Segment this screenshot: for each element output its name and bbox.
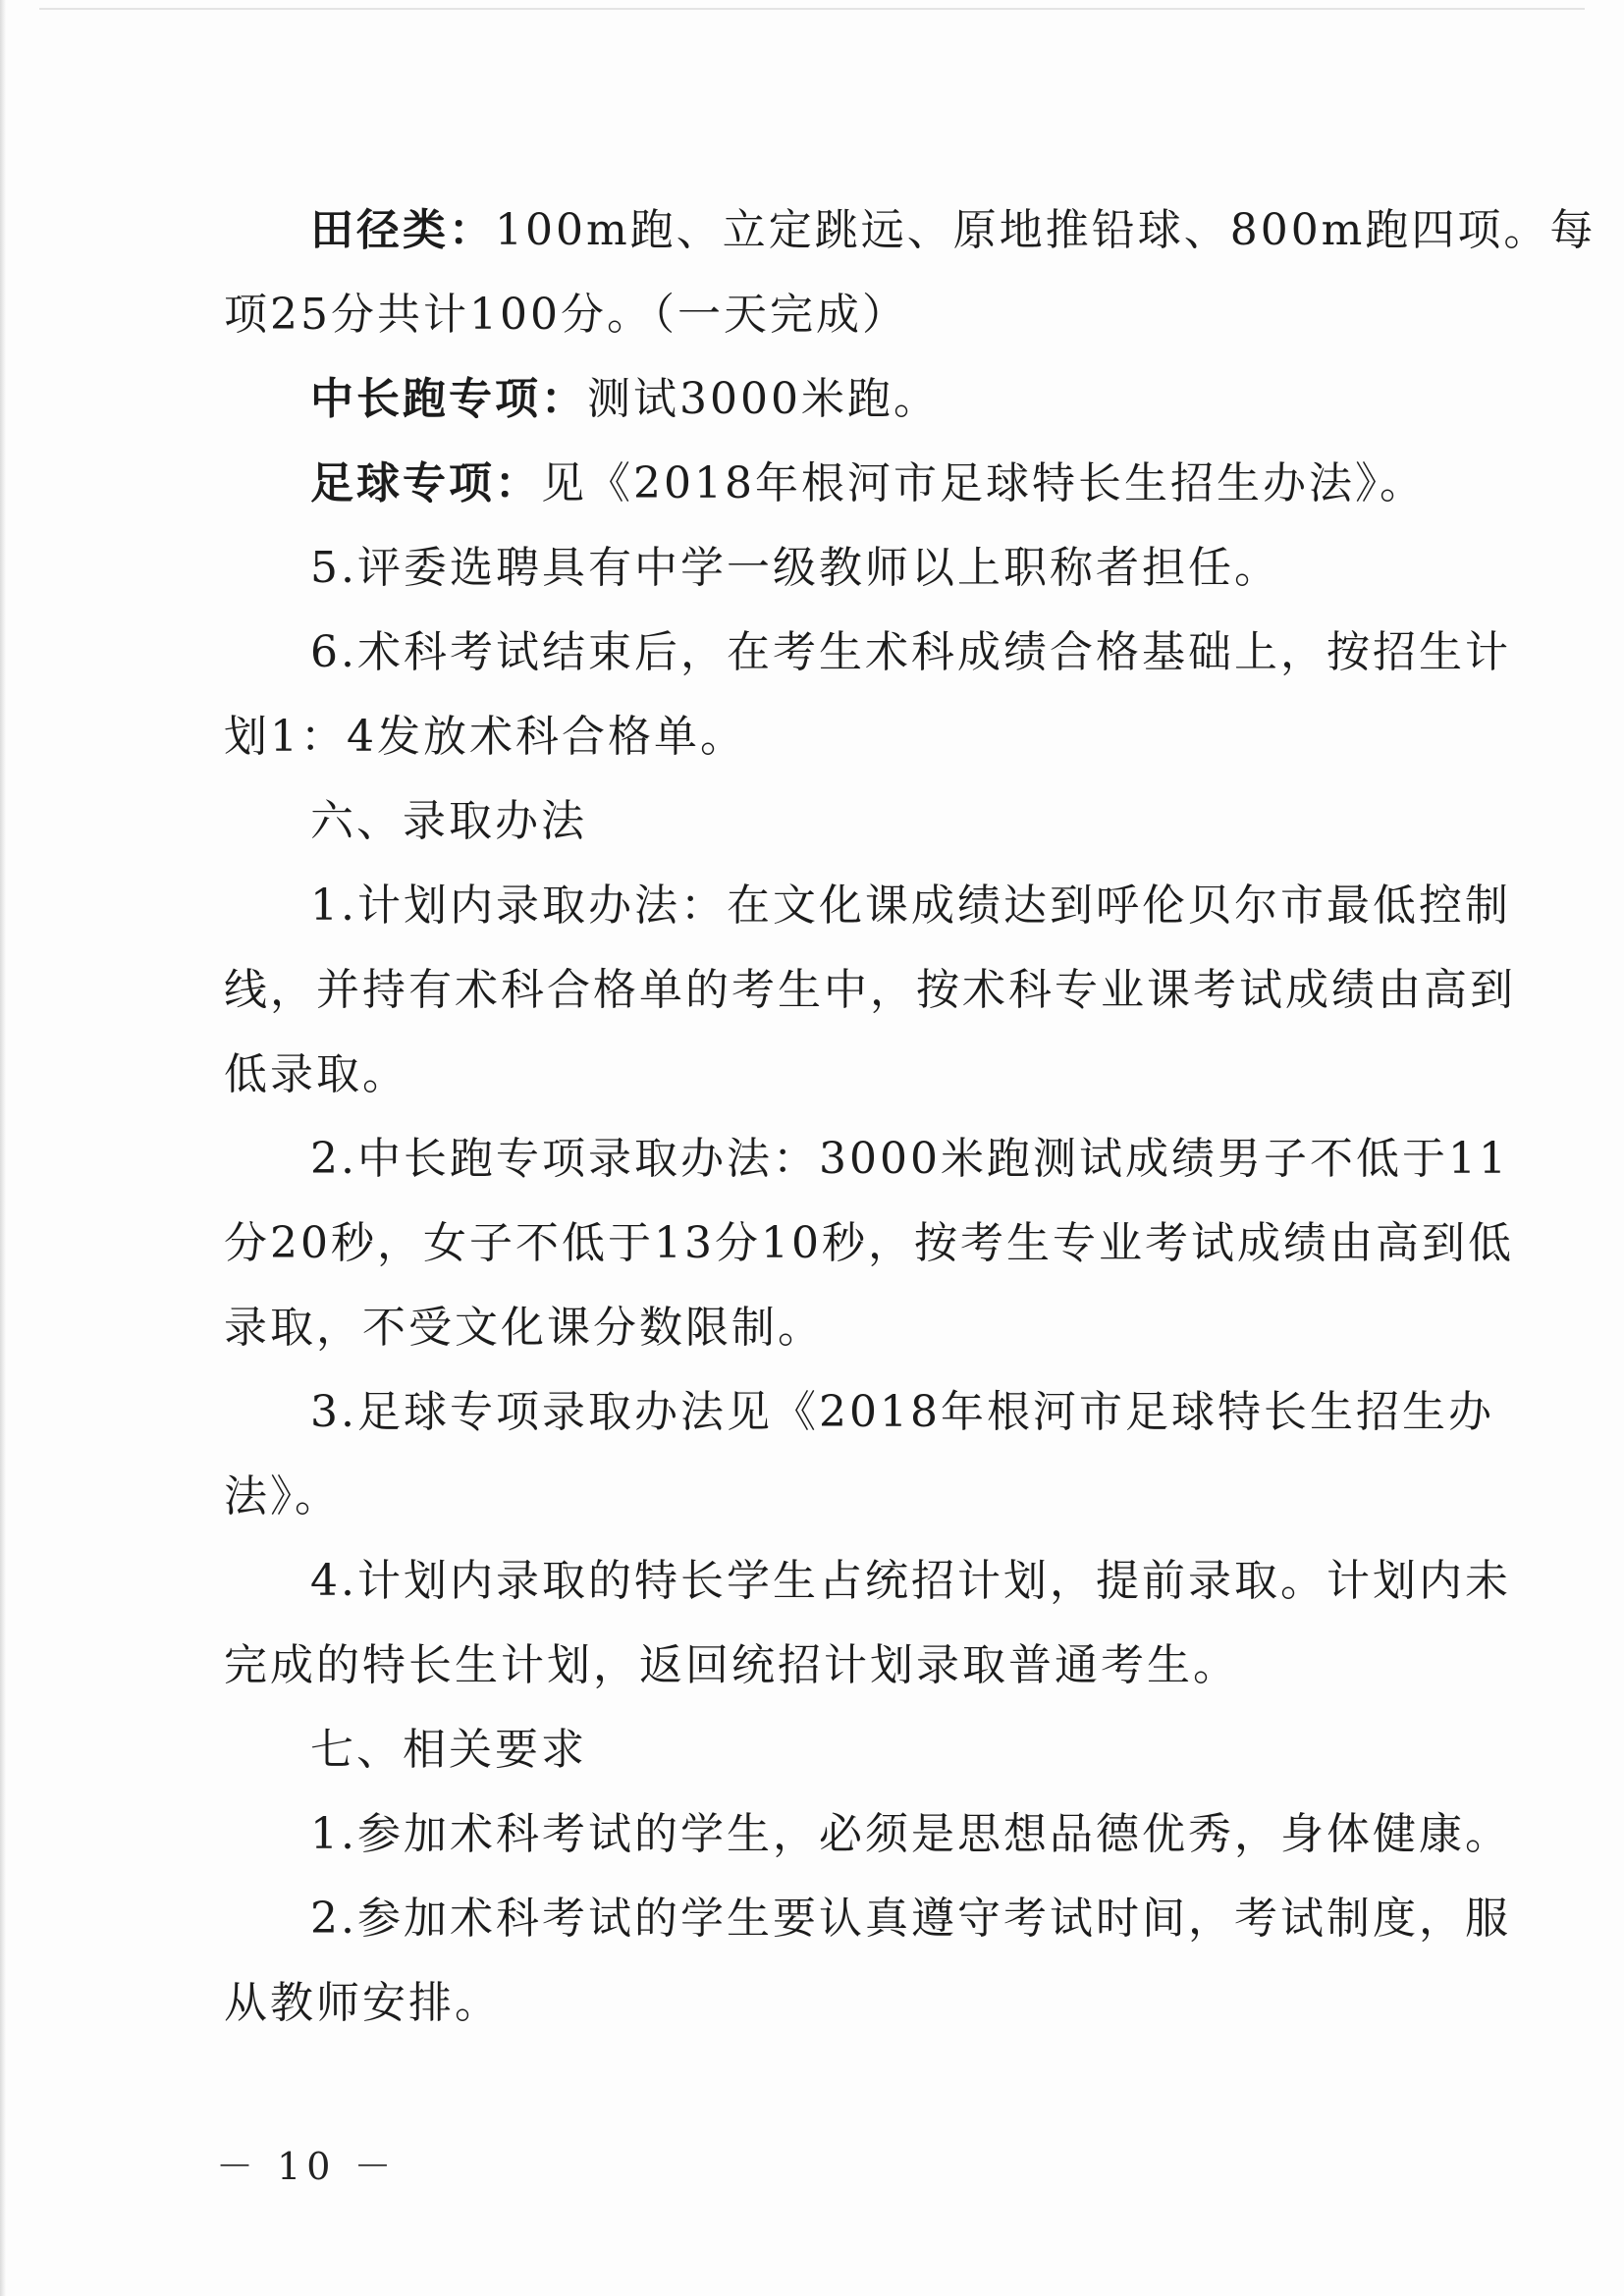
- paragraph-line: 4.计划内录取的特长学生占统招计划，提前录取。计划内未: [310, 1556, 1511, 1606]
- line-text: 测试3000米跑。: [587, 374, 940, 424]
- term-middle-long-run: 中长跑专项：: [310, 374, 587, 424]
- paragraph-line: 项25分共计100分。（一天完成）: [224, 290, 908, 340]
- paragraph-line: 线，并持有术科合格单的考生中，按术科专业课考试成绩由高到: [224, 965, 1516, 1015]
- paragraph-line: 录取，不受文化课分数限制。: [224, 1303, 824, 1353]
- paragraph-line: 1.参加术科考试的学生，必须是思想品德优秀，身体健康。: [310, 1809, 1511, 1859]
- line-text: 100m跑、立定跳远、原地推铅球、800m跑四项。每: [495, 205, 1597, 255]
- paragraph-line: 完成的特长生计划，返回统招计划录取普通考生。: [224, 1640, 1239, 1690]
- scan-top-edge: [39, 8, 1585, 10]
- line-text: 见《2018年根河市足球特长生招生办法》。: [541, 458, 1426, 508]
- paragraph-line: 分20秒，女子不低于13分10秒，按考生专业考试成绩由高到低: [224, 1218, 1514, 1268]
- paragraph-line: 划1：4发放术科合格单。: [224, 712, 746, 762]
- section-heading-admission: 六、录取办法: [310, 796, 587, 846]
- scan-left-shadow: [0, 0, 6, 2296]
- paragraph-line: 3.足球专项录取办法见《2018年根河市足球特长生招生办: [310, 1387, 1494, 1437]
- paragraph-line: 5.评委选聘具有中学一级教师以上职称者担任。: [310, 543, 1280, 593]
- term-track-field: 田径类：: [310, 205, 495, 255]
- paragraph-line: 6.术科考试结束后，在考生术科成绩合格基础上，按招生计: [310, 627, 1511, 677]
- section-heading-requirements: 七、相关要求: [310, 1725, 587, 1775]
- paragraph-line: 2.参加术科考试的学生要认真遵守考试时间，考试制度，服: [310, 1894, 1511, 1944]
- paragraph-line: 从教师安排。: [224, 1978, 501, 2028]
- paragraph-line: 1.计划内录取办法：在文化课成绩达到呼伦贝尔市最低控制: [310, 881, 1511, 931]
- paragraph-line: [224, 188, 1597, 273]
- paragraph-line: 2.中长跑专项录取办法：3000米跑测试成绩男子不低于11: [310, 1134, 1509, 1184]
- term-football: 足球专项：: [310, 458, 541, 508]
- paragraph-line: 法》。: [224, 1471, 341, 1522]
- page-number: － 10 －: [216, 2145, 398, 2188]
- paragraph-line: [224, 357, 1457, 442]
- paragraph-line: [224, 442, 1457, 526]
- paragraph-line: 低录取。: [224, 1049, 408, 1099]
- document-body: [224, 188, 1597, 2046]
